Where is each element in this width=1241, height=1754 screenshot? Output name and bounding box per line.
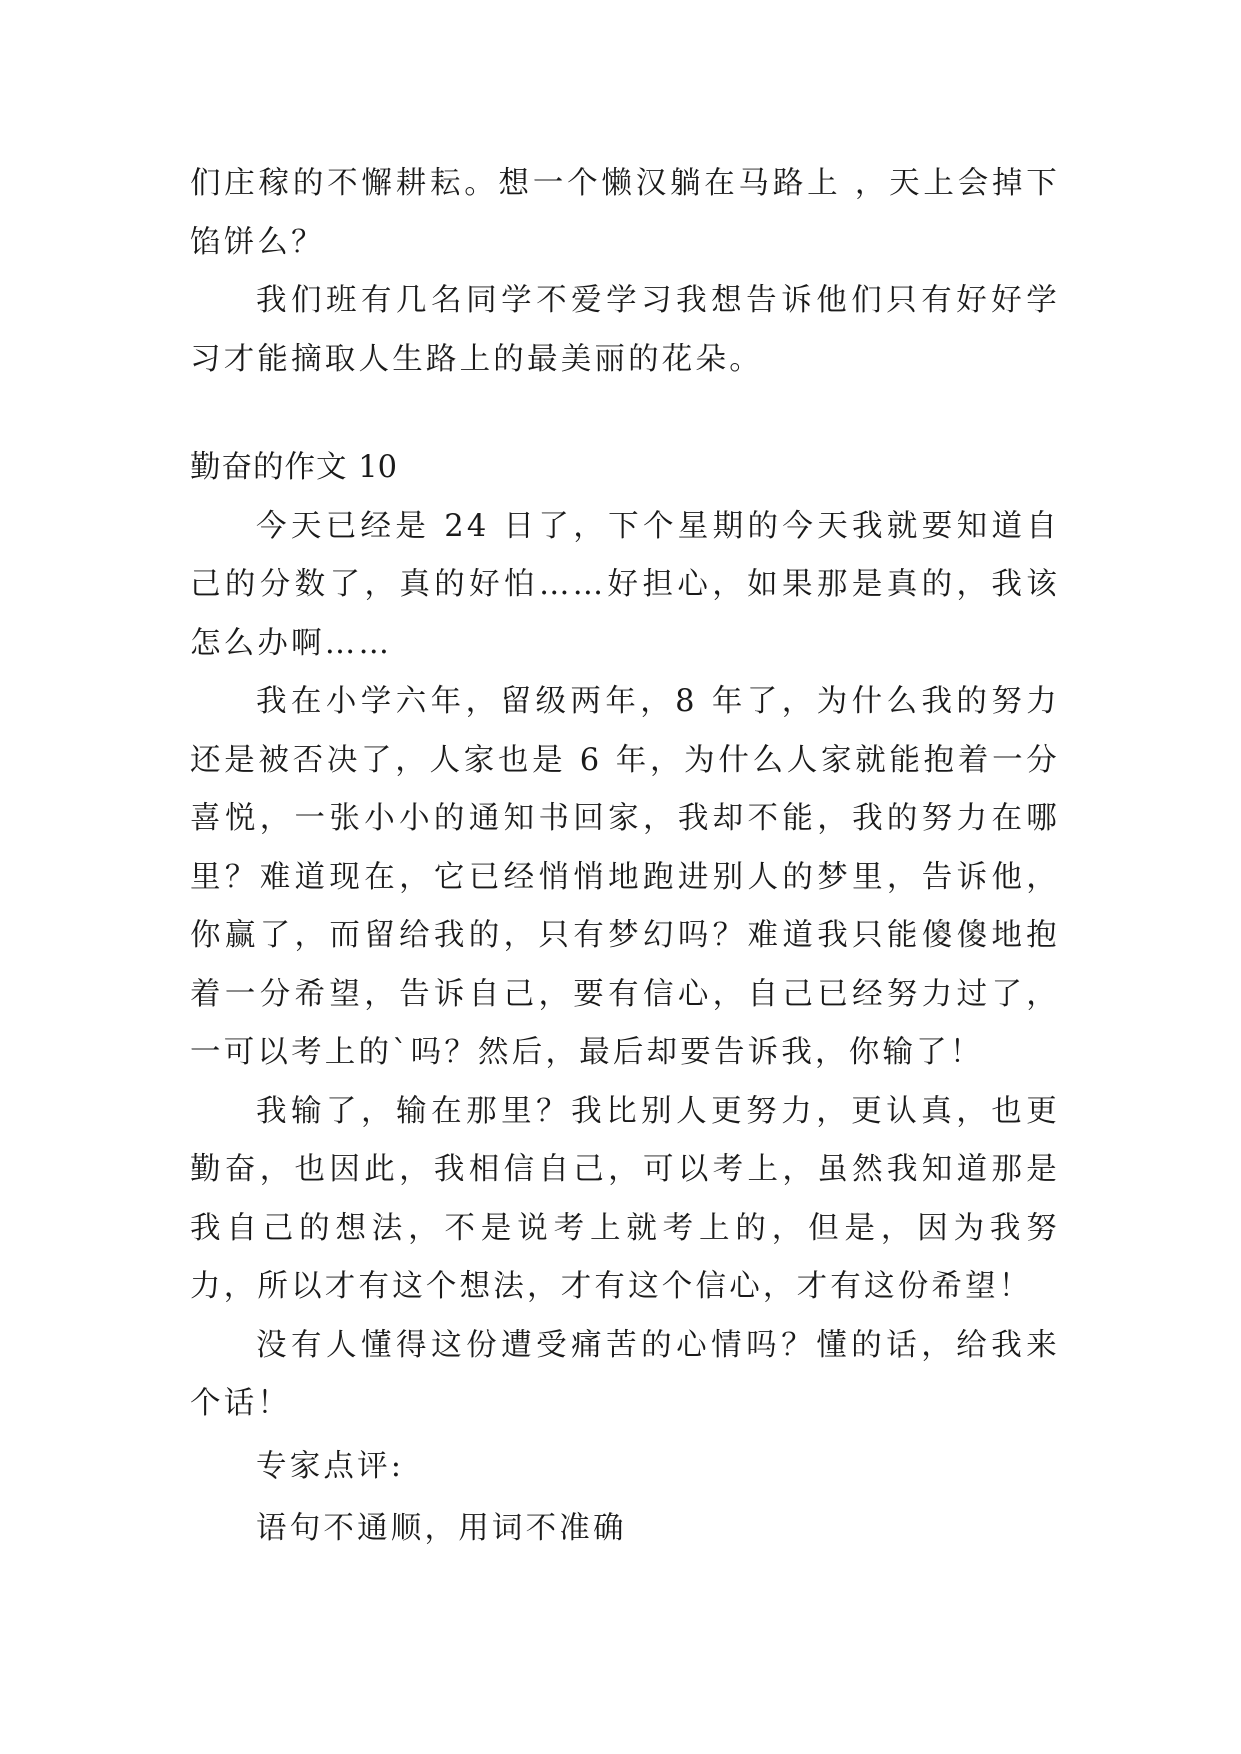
intro-paragraph-1: 们庄稼的不懈耕耘。想一个懒汉躺在马路上 ，天上会掉下馅饼么？ <box>190 166 1060 260</box>
essay-paragraph-1: 今天已经是 24 日了，下个星期的今天我就要知道自己的分数了，真的好怕……好担心，如果那是真的，我该怎么办啊…… <box>190 508 1060 661</box>
expert-comment-text: 语句不通顺，用词不准确 <box>256 1511 627 1546</box>
essay-number: 10 <box>358 450 398 485</box>
expert-comment-label: 专家点评: <box>256 1448 405 1484</box>
essay-heading <box>190 439 1060 498</box>
essay-title: 勤奋的作文 <box>190 450 348 485</box>
essay-paragraph-2: 我在小学六年，留级两年，8 年了，为什么我的努力还是被否决了，人家也是 6 年，为什么人家就能抱着一分喜悦，一张小小的通知书回家，我却不能，我的努力在哪里？难道现在，它已经悄悄地跑进别人的梦里，告诉他，你赢了，而留给我的，只有梦幻吗？难道我只能傻傻地抱着一分希望，告诉自己，要有信心，自己已经努力过了，一可以考上的`吗？然后，最后却要告诉我，你输了！ <box>190 684 1060 1070</box>
essay-paragraph-4: 没有人懂得这份遭受痛苦的心情吗？懂的话，给我来个话！ <box>190 1327 1060 1421</box>
essay-paragraph-3: 我输了，输在那里？我比别人更努力，更认真，也更勤奋，也因此，我相信自己，可以考上，虽然我知道那是我自己的想法，不是说考上就考上的，但是，因为我努力，所以才有这个想法，才有这个信心，才有这份希望！ <box>190 1093 1060 1304</box>
intro-paragraph-2: 我们班有几名同学不爱学习我想告诉他们只有好好学习才能摘取人生路上的最美丽的花朵。 <box>190 283 1060 377</box>
document-body <box>190 155 1060 1559</box>
